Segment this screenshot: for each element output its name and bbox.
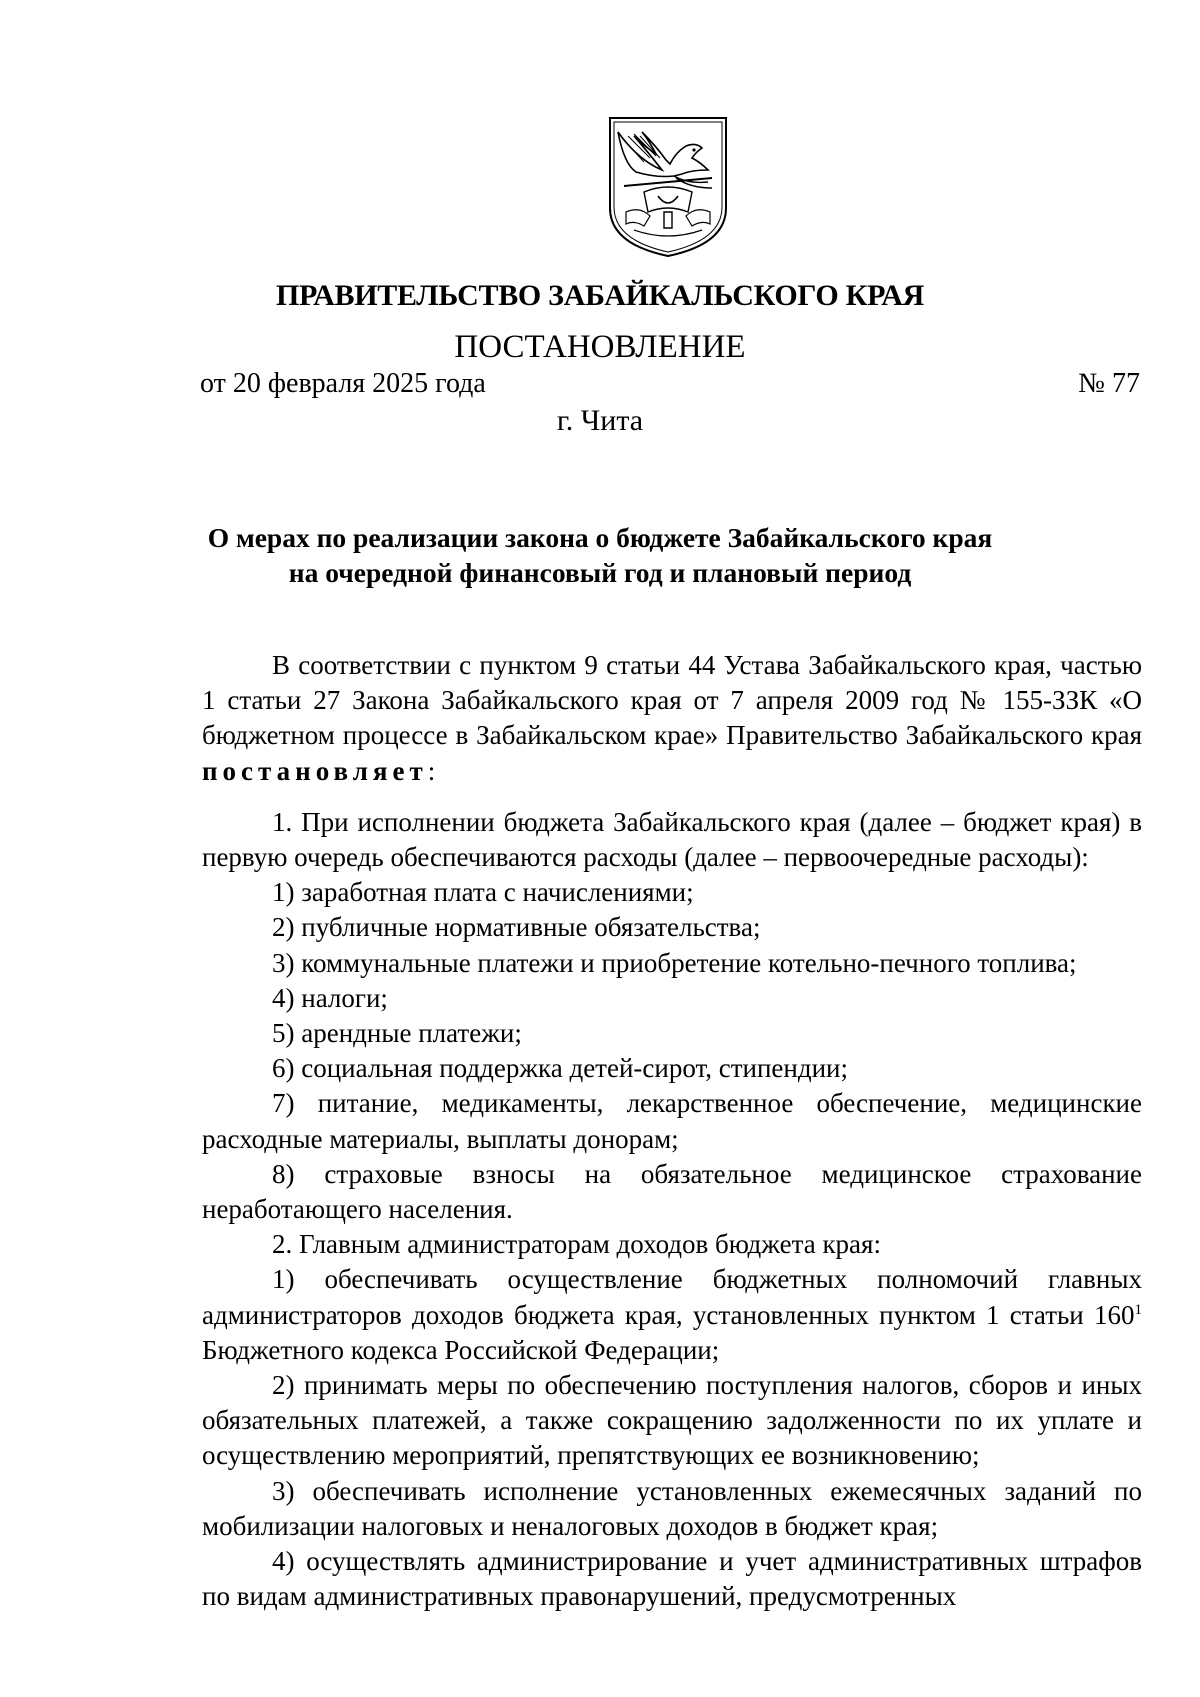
document-body [202,648,1142,1614]
item-2-1 [202,1262,1142,1368]
item-1-8: 8) страховые взносы на обязательное медицинское страхование неработающего населения. [202,1158,1142,1225]
government-name: ПРАВИТЕЛЬСТВО ЗАБАЙКАЛЬСКОГО КРАЯ [275,279,925,312]
item-1-3: 3) коммунальные платежи и приобретение котельно-печного топлива; [272,947,1077,978]
item-1-4: 4) налоги; [272,982,388,1013]
document-city: г. Чита [556,404,644,437]
document-title-line-2: на очередной финансовый год и плановый период [288,557,912,588]
item-2-1-text: 1) обеспечивать осуществление бюджетных полномочий главных администраторов доходов бюджета края, установленных пунктом 1 статьи 160 [202,1264,1142,1330]
item-2-2: 2) принимать меры по обеспечению поступления налогов, сборов и иных обязательных платежей, а также сокращению задолженности по их уплате и осуществлению мероприятий, препятствующих ее возникновению; [202,1370,1142,1471]
document-title-line-1: О мерах по реализации закона о бюджете Забайкальского края [207,522,993,553]
preamble-emphasis: постановляет [202,755,428,786]
coat-of-arms-emblem [604,112,732,260]
preamble-paragraph [202,648,1142,789]
item-1-7: 7) питание, медикаменты, лекарственное обеспечение, медицинские расходные материалы, выплаты донорам; [202,1088,1142,1154]
item-2-4: 4) осуществлять администрирование и учет административных штрафов по видам административных правонарушений, предусмотренных [202,1546,1142,1612]
preamble-text: В соответствии с пунктом 9 статьи 44 Устава Забайкальского края, частью 1 статьи 27 Закона Забайкальского края от 7 апреля 2009 год № 155-ЗЗК «О бюджетном процессе в Забайкальском крае» Правительство Забайкальского края [202,650,1142,751]
document-type: ПОСТАНОВЛЕНИЕ [454,329,746,365]
document-date: от 20 февраля 2025 года [200,368,486,399]
item-2-3: 3) обеспечивать исполнение установленных ежемесячных заданий по мобилизации налоговых и неналоговых доходов в бюджет края; [202,1475,1142,1541]
item-2: 2. Главным администраторам доходов бюджета края: [272,1229,881,1260]
item-2-1-superscript: 1 [1134,1301,1142,1318]
item-1-6: 6) социальная поддержка детей-сирот, стипендии; [272,1053,849,1084]
preamble-colon: : [427,755,436,786]
item-1-1: 1) заработная плата с начислениями; [272,877,694,908]
item-1-2: 2) публичные нормативные обязательства; [272,912,761,943]
document-number: № 77 [1078,368,1140,399]
document-title [150,520,1050,590]
item-2-1-text-end: Бюджетного кодекса Российской Федерации; [202,1334,720,1365]
item-1-5: 5) арендные платежи; [272,1018,522,1049]
item-1: 1. При исполнении бюджета Забайкальского края (далее – бюджет края) в первую очередь обеспечиваются расходы (далее – первоочередные расходы): [202,806,1142,873]
